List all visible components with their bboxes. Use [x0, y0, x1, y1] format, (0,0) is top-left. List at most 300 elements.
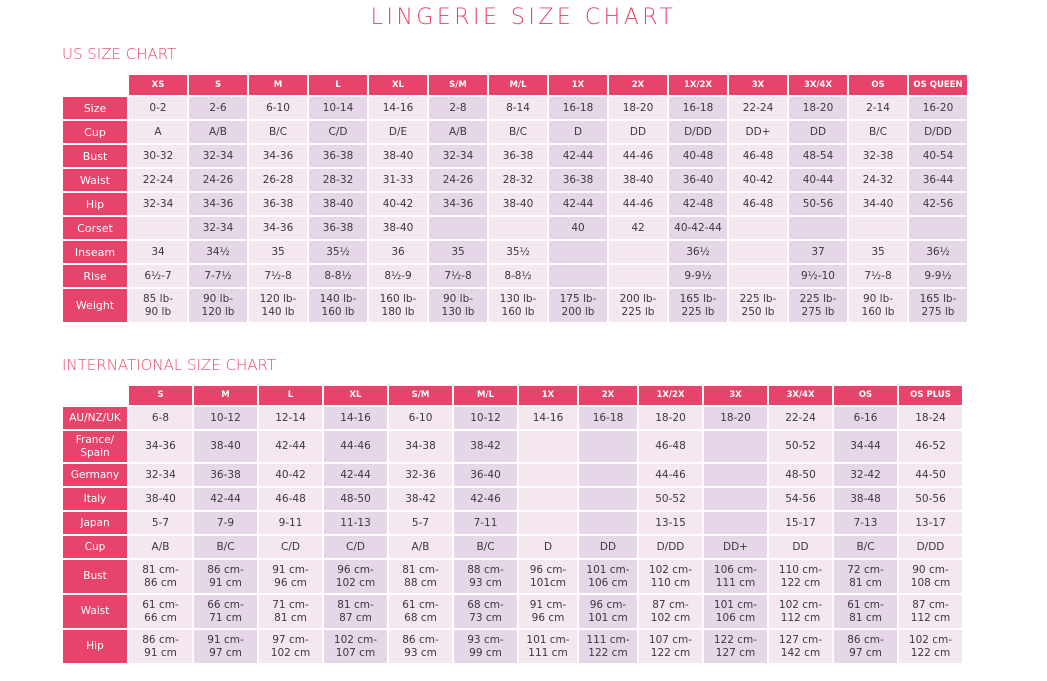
table-cell: 42	[609, 217, 667, 239]
table-cell: D/DD	[909, 121, 967, 143]
cell-line: 96 cm	[531, 611, 565, 624]
table-cell: DD	[609, 121, 667, 143]
row-label-waist: Waist	[63, 169, 127, 191]
table-cell: 8½-9	[369, 265, 427, 287]
table-cell	[769, 560, 832, 593]
cell-line: 71 cm-	[272, 598, 309, 611]
table-cell: 42-46	[454, 488, 517, 510]
row-label-waist	[63, 595, 127, 628]
cell-line: 66 cm	[144, 611, 177, 624]
cell-line: 87 cm-	[912, 598, 949, 611]
table-cell: 6-10	[389, 407, 452, 429]
table-cell: 38-42	[389, 488, 452, 510]
column-header-m-l: M/L	[489, 75, 547, 95]
cell-line: 180 lb	[381, 305, 415, 318]
cell-line: 160 lb	[501, 305, 535, 318]
table-cell: 36½	[669, 241, 727, 263]
table-row	[63, 431, 962, 462]
table-row	[63, 464, 962, 486]
table-cell: 36-40	[454, 464, 517, 486]
cell-line: 175 lb-	[559, 292, 597, 305]
table-cell	[519, 560, 577, 593]
table-cell: 46-48	[729, 145, 787, 167]
cell-line: 68 cm-	[467, 598, 504, 611]
column-header-3x-4x: 3X/4X	[769, 386, 832, 405]
table-cell: 18-20	[704, 407, 767, 429]
table-cell	[729, 241, 787, 263]
table-cell: 22-24	[729, 97, 787, 119]
table-cell: 0-2	[129, 97, 187, 119]
cell-line: 112 cm	[910, 611, 951, 624]
table-cell: 7-13	[834, 512, 897, 534]
table-cell: 18-20	[639, 407, 702, 429]
cell-line: 66 cm-	[207, 598, 244, 611]
table-cell: 28-32	[309, 169, 367, 191]
table-cell	[519, 630, 577, 663]
table-cell: 32-34	[129, 193, 187, 215]
table-cell: 24-32	[849, 169, 907, 191]
table-cell: 31-33	[369, 169, 427, 191]
cell-line: 61 cm-	[847, 598, 884, 611]
column-header-s: S	[189, 75, 247, 95]
table-cell: 6-10	[249, 97, 307, 119]
table-cell: 7½-8	[249, 265, 307, 287]
table-cell: 8-14	[489, 97, 547, 119]
cell-line: 122 cm	[588, 646, 628, 659]
cell-line: 275 lb	[801, 305, 835, 318]
cell-line: 91 cm-	[272, 563, 309, 576]
cell-line: 102 cm-	[333, 633, 378, 646]
table-cell: 48-54	[789, 145, 847, 167]
table-row	[63, 289, 967, 322]
table-cell: 18-24	[899, 407, 962, 429]
table-cell: 42-44	[549, 193, 607, 215]
table-cell	[849, 217, 907, 239]
table-cell	[189, 289, 247, 322]
cell-line: Cup	[84, 540, 106, 553]
table-cell	[834, 595, 897, 628]
table-cell: 32-34	[429, 145, 487, 167]
table-cell: 34-44	[834, 431, 897, 462]
table-cell: 5-7	[129, 512, 192, 534]
table-cell	[899, 630, 962, 663]
table-cell	[549, 241, 607, 263]
table-cell: 13-15	[639, 512, 702, 534]
cell-line: 81 cm	[849, 611, 882, 624]
table-cell	[899, 595, 962, 628]
cell-line: Hip	[86, 640, 104, 652]
table-cell: 38-40	[309, 193, 367, 215]
column-header-xl: XL	[369, 75, 427, 95]
cell-line: AU/NZ/UK	[69, 411, 121, 424]
table-cell: 2-14	[849, 97, 907, 119]
table-cell: A/B	[429, 121, 487, 143]
cell-line: Spain	[80, 446, 110, 459]
table-cell	[729, 265, 787, 287]
cell-line: 86 cm-	[207, 563, 244, 576]
table-cell: B/C	[489, 121, 547, 143]
cell-line: 91 cm	[209, 576, 242, 589]
cell-line: 97 cm-	[272, 633, 309, 646]
cell-line: France/	[75, 433, 115, 446]
table-cell: 42-44	[549, 145, 607, 167]
cell-line: 112 cm	[780, 611, 821, 624]
table-cell: 40-42	[729, 169, 787, 191]
table-cell: 7½-8	[849, 265, 907, 287]
table-cell: DD+	[729, 121, 787, 143]
table-cell: 42-44	[194, 488, 257, 510]
table-cell: 14-16	[519, 407, 577, 429]
row-label-bust	[63, 560, 127, 593]
table-cell: 22-24	[769, 407, 832, 429]
column-header-l: L	[259, 386, 322, 405]
cell-line: 90 lb-	[442, 292, 474, 305]
table-cell: 26-28	[249, 169, 307, 191]
table-cell: C/D	[324, 536, 387, 558]
table-cell: 28-32	[489, 169, 547, 191]
table-cell	[579, 464, 637, 486]
column-header-3x: 3X	[704, 386, 767, 405]
table-cell: B/C	[454, 536, 517, 558]
table-cell: 24-26	[189, 169, 247, 191]
column-header-3x-4x: 3X/4X	[789, 75, 847, 95]
table-cell	[704, 512, 767, 534]
table-cell: 34-36	[429, 193, 487, 215]
table-cell	[834, 630, 897, 663]
page-title: LINGERIE SIZE CHART	[370, 5, 677, 30]
cell-line: 86 cm	[144, 576, 177, 589]
table-cell: 38-40	[609, 169, 667, 191]
table-cell: D	[519, 536, 577, 558]
table-cell: 35	[429, 241, 487, 263]
table-cell: 16-18	[579, 407, 637, 429]
table-cell	[259, 630, 322, 663]
cell-line: 101cm	[529, 576, 567, 589]
table-row	[63, 169, 967, 191]
table-cell: 36-44	[909, 169, 967, 191]
cell-line: 102 cm	[335, 576, 376, 589]
cell-line: 120 lb	[201, 305, 235, 318]
cell-line: 127 cm	[715, 646, 756, 659]
table-cell	[129, 289, 187, 322]
cell-line: 106 cm	[588, 576, 628, 589]
cell-line: 106 cm-	[713, 563, 758, 576]
table-cell: 9-9½	[909, 265, 967, 287]
table-cell: 54-56	[769, 488, 832, 510]
table-cell: 42-44	[324, 464, 387, 486]
table-cell: B/C	[194, 536, 257, 558]
header-corner	[63, 75, 127, 95]
table-cell: 32-42	[834, 464, 897, 486]
row-label-cup: Cup	[63, 121, 127, 143]
column-header-os: OS	[834, 386, 897, 405]
cell-line: 96 cm-	[589, 598, 627, 611]
table-cell: 18-20	[609, 97, 667, 119]
table-cell	[704, 431, 767, 462]
us-size-chart-title: US SIZE CHART	[62, 45, 177, 63]
cell-line: 160 lb	[861, 305, 895, 318]
cell-line: 93 cm	[404, 646, 437, 659]
column-header-os-plus: OS PLUS	[899, 386, 962, 405]
table-cell: D	[549, 121, 607, 143]
table-cell: D/DD	[899, 536, 962, 558]
table-cell	[849, 289, 907, 322]
table-cell	[579, 431, 637, 462]
table-cell: B/C	[849, 121, 907, 143]
table-cell: 30-32	[129, 145, 187, 167]
cell-line: 110 cm-	[778, 563, 823, 576]
table-cell: 10-14	[309, 97, 367, 119]
cell-line: 225 lb-	[799, 292, 837, 305]
table-cell	[129, 217, 187, 239]
table-cell: 10-12	[454, 407, 517, 429]
table-row	[63, 407, 962, 429]
table-cell: DD	[579, 536, 637, 558]
table-cell: 40-48	[669, 145, 727, 167]
table-row	[63, 241, 967, 263]
table-cell	[454, 595, 517, 628]
table-cell	[454, 630, 517, 663]
cell-line: 101 cm-	[526, 633, 570, 646]
table-cell: 44-46	[324, 431, 387, 462]
table-cell	[429, 289, 487, 322]
cell-line: 102 cm-	[648, 563, 693, 576]
table-cell	[519, 595, 577, 628]
table-cell: 36-40	[669, 169, 727, 191]
table-cell: DD	[769, 536, 832, 558]
cell-line: 122 cm	[650, 646, 691, 659]
table-row	[63, 560, 962, 593]
cell-line: 97 cm	[209, 646, 242, 659]
table-cell	[834, 560, 897, 593]
column-header-1x: 1X	[549, 75, 607, 95]
table-row	[63, 97, 967, 119]
table-cell: DD+	[704, 536, 767, 558]
table-cell: 9-11	[259, 512, 322, 534]
table-row	[63, 193, 967, 215]
table-cell	[579, 560, 637, 593]
table-cell	[909, 289, 967, 322]
table-cell: 32-34	[129, 464, 192, 486]
cell-line: Waist	[80, 605, 110, 617]
table-cell: 16-20	[909, 97, 967, 119]
header-row	[63, 386, 962, 405]
table-cell	[579, 595, 637, 628]
table-cell	[369, 289, 427, 322]
table-cell: 14-16	[324, 407, 387, 429]
row-label-japan	[63, 512, 127, 534]
table-cell	[324, 560, 387, 593]
table-cell	[609, 265, 667, 287]
table-row	[63, 512, 962, 534]
table-cell	[489, 217, 547, 239]
cell-line: 127 cm-	[778, 633, 823, 646]
table-cell	[579, 488, 637, 510]
table-cell	[579, 630, 637, 663]
table-cell	[129, 560, 192, 593]
table-cell: 10-12	[194, 407, 257, 429]
cell-line: 200 lb-	[619, 292, 657, 305]
table-cell	[704, 630, 767, 663]
table-cell: 34-36	[189, 193, 247, 215]
table-cell: 6-16	[834, 407, 897, 429]
table-cell: 44-46	[609, 145, 667, 167]
table-cell: 8-8½	[309, 265, 367, 287]
column-header-3x: 3X	[729, 75, 787, 95]
table-cell: 11-13	[324, 512, 387, 534]
table-cell: 5-7	[389, 512, 452, 534]
cell-line: 140 lb-	[319, 292, 357, 305]
table-cell: C/D	[309, 121, 367, 143]
cell-line: 107 cm-	[648, 633, 693, 646]
table-cell: 35	[249, 241, 307, 263]
table-cell	[519, 464, 577, 486]
table-cell	[259, 560, 322, 593]
table-cell: 36½	[909, 241, 967, 263]
table-cell	[704, 488, 767, 510]
cell-line: 88 cm	[404, 576, 437, 589]
row-label-bust: Bust	[63, 145, 127, 167]
cell-line: 96 cm	[274, 576, 307, 589]
column-header-l: L	[309, 75, 367, 95]
cell-line: 225 lb	[681, 305, 715, 318]
column-header-m: M	[249, 75, 307, 95]
cell-line: 85 lb-	[142, 292, 174, 305]
row-label-france-spain	[63, 431, 127, 462]
cell-line: 108 cm	[910, 576, 951, 589]
table-cell: 9-9½	[669, 265, 727, 287]
table-cell	[429, 217, 487, 239]
table-cell: 32-34	[189, 145, 247, 167]
table-cell: 35½	[309, 241, 367, 263]
table-cell	[519, 512, 577, 534]
table-cell: 38-40	[369, 217, 427, 239]
cell-line: 91 cm	[144, 646, 177, 659]
cell-line: 160 lb-	[379, 292, 417, 305]
column-header-2x: 2X	[579, 386, 637, 405]
cell-line: 88 cm-	[467, 563, 504, 576]
table-cell: 44-50	[899, 464, 962, 486]
cell-line: 102 cm-	[778, 598, 823, 611]
table-row	[63, 121, 967, 143]
table-cell: 40-42	[369, 193, 427, 215]
table-cell: 48-50	[324, 488, 387, 510]
table-cell: 7-11	[454, 512, 517, 534]
row-label-corset: Corset	[63, 217, 127, 239]
table-cell: A	[129, 121, 187, 143]
table-cell: 38-40	[369, 145, 427, 167]
table-cell: 34	[129, 241, 187, 263]
table-cell: A/B	[389, 536, 452, 558]
table-cell: 50-52	[769, 431, 832, 462]
table-cell: 35	[849, 241, 907, 263]
table-cell	[129, 630, 192, 663]
table-row	[63, 488, 962, 510]
cell-line: 225 lb-	[739, 292, 777, 305]
cell-line: 81 cm	[849, 576, 882, 589]
table-cell	[729, 217, 787, 239]
column-header-os: OS	[849, 75, 907, 95]
column-header-xs: XS	[129, 75, 187, 95]
table-cell: 37	[789, 241, 847, 263]
cell-line: 72 cm-	[847, 563, 884, 576]
table-cell	[129, 595, 192, 628]
cell-line: 130 lb-	[499, 292, 537, 305]
table-cell	[519, 431, 577, 462]
cell-line: 225 lb	[621, 305, 655, 318]
cell-line: 86 cm-	[402, 633, 439, 646]
cell-line: 111 cm-	[586, 633, 630, 646]
table-cell	[769, 630, 832, 663]
table-cell	[454, 560, 517, 593]
table-row	[63, 630, 962, 663]
cell-line: 91 cm-	[207, 633, 244, 646]
table-cell: 48-50	[769, 464, 832, 486]
cell-line: 81 cm-	[402, 563, 439, 576]
table-row	[63, 595, 962, 628]
cell-line: 90 lb-	[202, 292, 234, 305]
column-header-os-queen: OS QUEEN	[909, 75, 967, 95]
cell-line: Japan	[80, 516, 110, 529]
cell-line: 165 lb-	[679, 292, 717, 305]
table-cell: 16-18	[669, 97, 727, 119]
table-cell: 14-16	[369, 97, 427, 119]
table-cell: 13-17	[899, 512, 962, 534]
us-size-table	[61, 73, 969, 324]
table-cell	[729, 289, 787, 322]
column-header-m: M	[194, 386, 257, 405]
cell-line: 61 cm-	[142, 598, 179, 611]
table-cell	[899, 560, 962, 593]
table-cell: 24-26	[429, 169, 487, 191]
cell-line: 200 lb	[561, 305, 595, 318]
cell-line: 165 lb-	[919, 292, 957, 305]
table-cell: 40-42-44	[669, 217, 727, 239]
table-cell: 36-38	[309, 217, 367, 239]
cell-line: 68 cm	[404, 611, 437, 624]
cell-line: 73 cm	[469, 611, 502, 624]
cell-line: 107 cm	[335, 646, 376, 659]
table-cell	[259, 595, 322, 628]
international-size-table	[61, 384, 964, 665]
table-cell: 32-38	[849, 145, 907, 167]
cell-line: 90 lb-	[862, 292, 894, 305]
cell-line: 110 cm	[650, 576, 691, 589]
header-corner	[63, 386, 127, 405]
table-cell: 34-36	[249, 145, 307, 167]
cell-line: 90 lb	[144, 305, 172, 318]
table-cell: 16-18	[549, 97, 607, 119]
table-cell: 34½	[189, 241, 247, 263]
cell-line: 93 cm	[469, 576, 502, 589]
row-label-rise: Rise	[63, 265, 127, 287]
table-cell: 7½-8	[429, 265, 487, 287]
table-cell: D/DD	[669, 121, 727, 143]
table-cell: 38-40	[489, 193, 547, 215]
table-cell: 9½-10	[789, 265, 847, 287]
cell-line: 87 cm	[339, 611, 372, 624]
table-cell: 12-14	[259, 407, 322, 429]
table-cell: 36-38	[549, 169, 607, 191]
column-header-1x-2x: 1X/2X	[669, 75, 727, 95]
column-header-1x: 1X	[519, 386, 577, 405]
table-cell: 18-20	[789, 97, 847, 119]
table-cell	[389, 560, 452, 593]
table-cell	[249, 289, 307, 322]
table-cell: 42-44	[259, 431, 322, 462]
cell-line: 81 cm	[274, 611, 307, 624]
table-cell	[639, 560, 702, 593]
